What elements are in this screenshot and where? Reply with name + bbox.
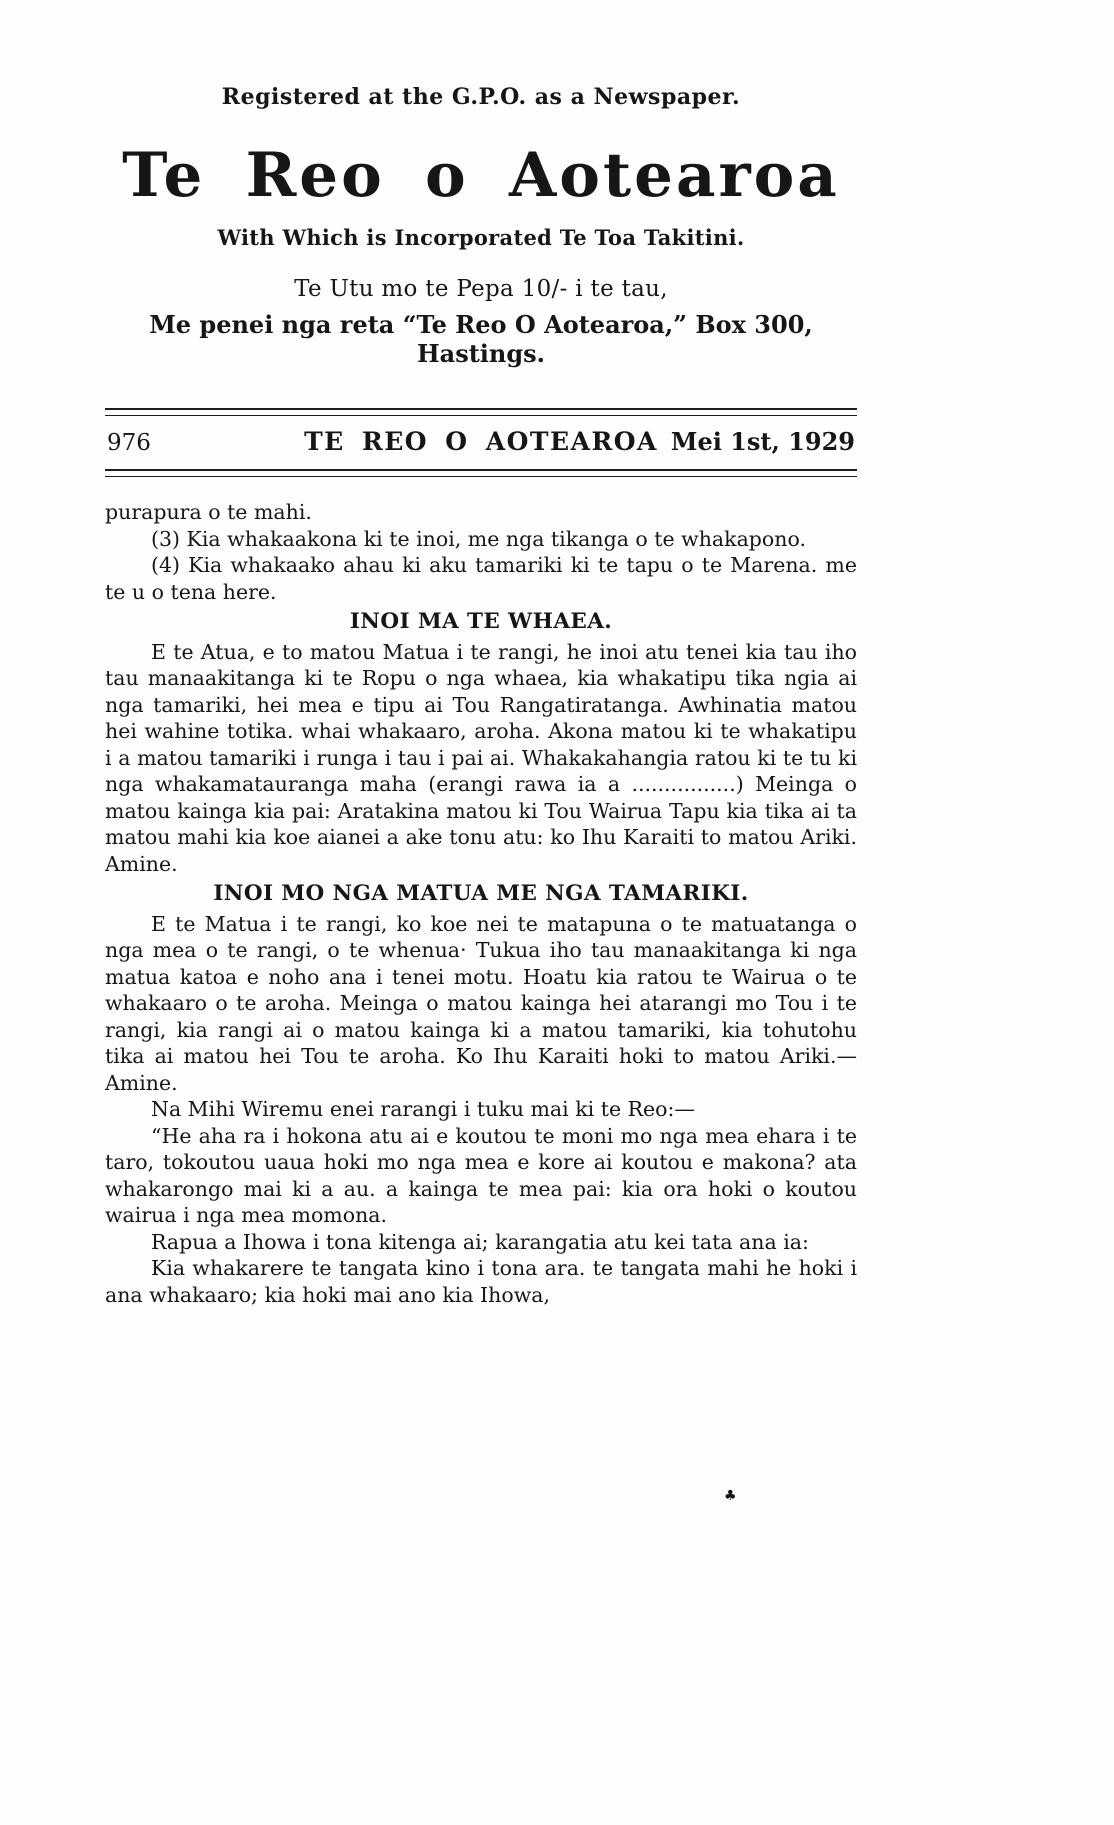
paragraph: E te Matua i te rangi, ko koe nei te matapuna o te matuatanga o nga mea o te rangi, o te whenua· Tukua iho tau manaakitanga ki nga matua katoa e noho ana i tenei motu. Hoatu kia ratou te Wairua o te whakaaro o te aroha. Meinga o matou kainga hei atarangi mo Tou i te rangi, kia rangi ai o matou kainga ki a matou tamariki, kia tohutohu tika ai matou hei Tou te aroha. Ko Ihu Karaiti hoki to matou Ariki.—Amine. bbox=[105, 911, 857, 1095]
bottom-double-rule bbox=[105, 469, 857, 477]
masthead-title: Te Reo o Aotearoa bbox=[122, 140, 840, 211]
paragraph: (4) Kia whakaako ahau ki aku tamariki ki te tapu o te Marena. me te u o tena here. bbox=[105, 553, 857, 604]
masthead-row bbox=[105, 416, 857, 469]
issue-date: Mei 1st, 1929 bbox=[670, 427, 855, 456]
postal-address-line: Me penei nga reta “Te Reo O Aotearoa,” Box 300, Hastings. bbox=[149, 310, 813, 368]
paragraph: (3) Kia whakaakona ki te inoi, me nga tikanga o te whakapono. bbox=[151, 526, 806, 551]
paragraph: “He aha ra i hokona atu ai e koutou te moni mo nga mea ehara i te taro, tokoutou uaua hoki mo nga mea e kore ai koutou e makona? ata whakarongo mai ki a au. a kainga te mea pai: kia ora hoki o koutou wairua i nga mea momona. bbox=[105, 1123, 857, 1227]
top-double-rule bbox=[105, 408, 857, 416]
text-column bbox=[105, 0, 857, 1308]
paragraph: Kia whakarere te tangata kino i tona ara. te tangata mahi he hoki i ana whakaaro; kia hoki mai ano kia Ihowa, bbox=[105, 1256, 857, 1307]
page-number: 976 bbox=[107, 430, 151, 456]
section-heading: INOI MA TE WHAEA. bbox=[349, 609, 613, 634]
paragraph-continuation: purapura o te mahi. bbox=[105, 500, 312, 524]
newspaper-header bbox=[105, 84, 857, 368]
paragraph: Rapua a Ihowa i tona kitenga ai; karangatia atu kei tata ana ia: bbox=[151, 1229, 809, 1254]
masthead-name: TE REO O AOTEAROA bbox=[304, 427, 658, 456]
section-heading: INOI MO NGA MATUA ME NGA TAMARIKI. bbox=[213, 881, 749, 906]
article-body bbox=[105, 499, 857, 1308]
paragraph: E te Atua, e to matou Matua i te rangi, he inoi atu tenei kia tau iho tau manaakitanga ki te Ropu o nga whaea, kia whakatipu tika ngia ai nga tamariki, hei mea e tipu ai Tou Rangatiratanga. Awhinatia matou hei wahine totika. whai whakaaro, aroha. Akona matou ki te whakatipu i a matou tamariki i runga i tau i pai ai. Whakakahangia ratou ki te tu ki nga whakamatauranga maha (erangi rawa ia a ................) Meinga o matou kainga kia pai: Aratakina matou ki Tou Wairua Tapu kia tika ai ta matou mahi kia koe aianei a ake tonu atu: ko Ihu Karaiti to matou Ariki. Amine. bbox=[105, 639, 857, 876]
incorporated-line: With Which is Incorporated Te Toa Takitini. bbox=[217, 225, 745, 250]
paragraph: Na Mihi Wiremu enei rarangi i tuku mai ki te Reo:— bbox=[151, 1097, 695, 1121]
subscription-price-line: Te Utu mo te Pepa 10/- i te tau, bbox=[294, 276, 668, 302]
printers-ornament: ♣ bbox=[724, 1488, 737, 1504]
registered-line: Registered at the G.P.O. as a Newspaper. bbox=[221, 84, 741, 110]
